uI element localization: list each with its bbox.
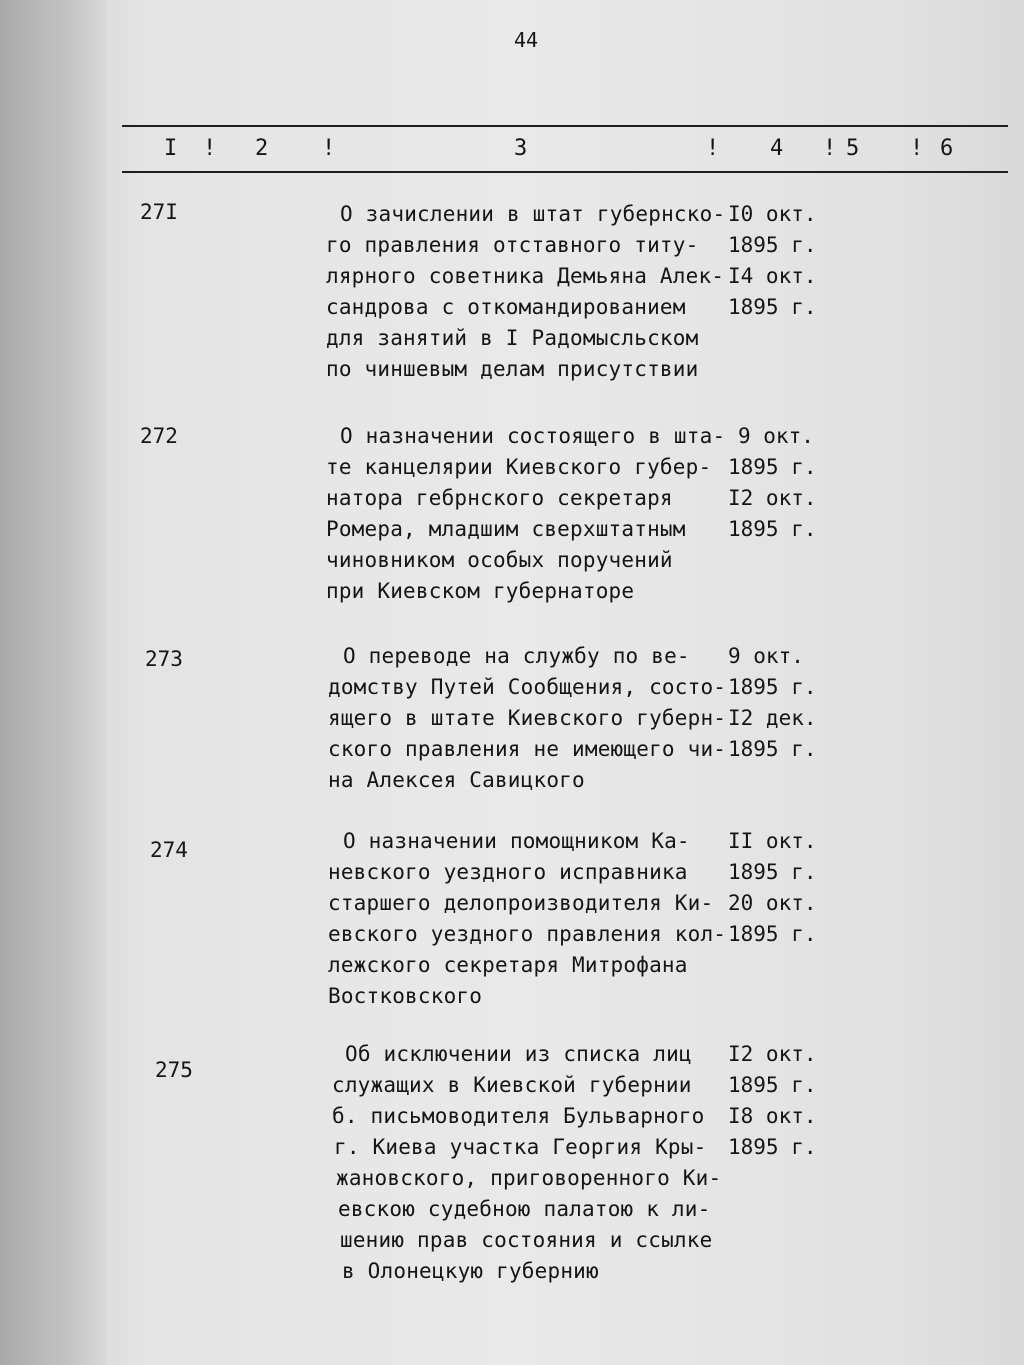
entry-number: 275 [155, 1058, 193, 1082]
entry-text-line: Востковского [328, 984, 483, 1008]
entry-text-line: О назначении помощником Ка- [343, 829, 690, 853]
entry-text-line: ского правления не имеющего чи- [328, 737, 727, 761]
entry-text-line: по чиншевым делам присутствии [326, 357, 699, 381]
column-header-3: 3 [514, 136, 528, 161]
column-header-1: I [164, 136, 178, 161]
entry-date: 1895 г. [728, 1073, 817, 1097]
binding-fold [0, 0, 108, 1365]
entry-text-line: натора гебрнского секретаря [326, 486, 673, 510]
entry-text-line: жановского, приговоренного Ки- [336, 1166, 722, 1190]
entry-text-line: О зачислении в штат губернско- [340, 202, 726, 226]
entry-text-line: старшего делопроизводителя Ки- [328, 891, 714, 915]
entry-number: 274 [150, 838, 188, 862]
entry-date: II окт. [728, 829, 817, 853]
entry-text-line: невского уездного исправника [328, 860, 688, 884]
entry-date: 1895 г. [728, 737, 817, 761]
entry-text-line: лярного советника Демьяна Алек- [326, 264, 725, 288]
entry-text-line: для занятий в I Радомысльском [326, 326, 699, 350]
entry-text-line: б. письмоводителя Бульварного [332, 1104, 705, 1128]
entry-text-line: ящего в штате Киевского губерн- [328, 706, 727, 730]
header-rule-bottom [122, 171, 1008, 173]
entry-number: 272 [140, 424, 178, 448]
column-separator: ! [203, 136, 217, 161]
entry-date: 9 окт. [728, 644, 804, 668]
column-header-5: 5 [846, 136, 860, 161]
column-header-2: 2 [255, 136, 269, 161]
entry-text-line: О переводе на службу по ве- [343, 644, 690, 668]
entry-date: 1895 г. [728, 860, 817, 884]
entry-text-line: лежского секретаря Митрофана [328, 953, 688, 977]
entry-date: I4 окт. [728, 264, 817, 288]
entry-number: 273 [145, 647, 183, 671]
entry-date: 1895 г. [728, 675, 817, 699]
entry-date: 1895 г. [728, 455, 817, 479]
entry-date: I2 окт. [728, 486, 817, 510]
entry-date: 1895 г. [728, 233, 817, 257]
entry-text-line: г. Киева участка Георгия Кры- [334, 1135, 707, 1159]
entry-date: 20 окт. [728, 891, 817, 915]
column-header-6: 6 [940, 136, 954, 161]
entry-text-line: сандрова с откомандированием [326, 295, 686, 319]
entry-text-line: О назначении состоящего в шта- [340, 424, 726, 448]
entry-text-line: при Киевском губернаторе [326, 579, 635, 603]
column-separator: ! [322, 136, 336, 161]
entry-text-line: Об исключении из списка лиц [345, 1042, 692, 1066]
entry-date: I2 дек. [728, 706, 817, 730]
column-separator: ! [910, 136, 924, 161]
entry-date: I0 окт. [728, 202, 817, 226]
entry-date: 9 окт. [738, 424, 814, 448]
entry-text-line: евского уездного правления кол- [328, 922, 727, 946]
entry-date: 1895 г. [728, 295, 817, 319]
entry-text-line: го правления отставного титу- [326, 233, 699, 257]
entry-text-line: евскою судебною палатою к ли- [338, 1197, 711, 1221]
entry-text-line: чиновником особых поручений [326, 548, 673, 572]
page-number: 44 [514, 28, 539, 52]
entry-text-line: служащих в Киевской губернии [332, 1073, 692, 1097]
column-separator: ! [823, 136, 837, 161]
entry-text-line: шению прав состояния и ссылке [340, 1228, 713, 1252]
column-header-4: 4 [770, 136, 784, 161]
entry-number: 27I [140, 200, 178, 224]
entry-text-line: на Алексея Савицкого [328, 768, 585, 792]
entry-text-line: в Олонецкую губернию [342, 1259, 599, 1283]
entry-date: I2 окт. [728, 1042, 817, 1066]
entry-text-line: домству Путей Сообщения, состо- [328, 675, 727, 699]
header-rule-top [122, 125, 1008, 127]
entry-text-line: те канцелярии Киевского губер- [326, 455, 712, 479]
entry-date: 1895 г. [728, 517, 817, 541]
entry-date: 1895 г. [728, 1135, 817, 1159]
entry-text-line: Ромера, младшим сверхштатным [326, 517, 686, 541]
column-separator: ! [706, 136, 720, 161]
entry-date: I8 окт. [728, 1104, 817, 1128]
entry-date: 1895 г. [728, 922, 817, 946]
